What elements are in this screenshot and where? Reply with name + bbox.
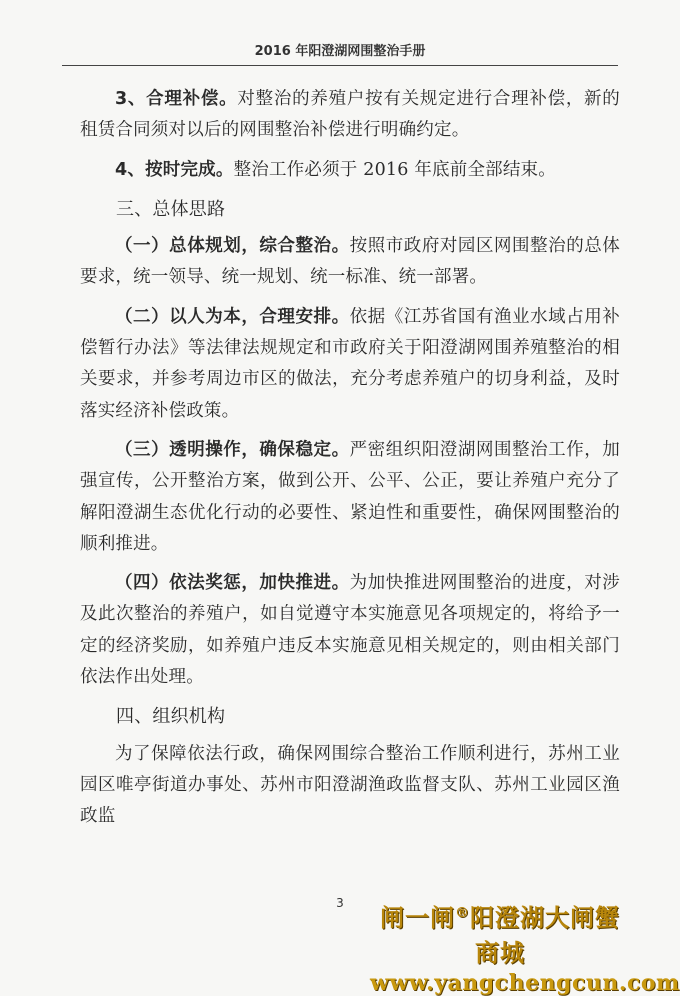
paragraph-2 [80,155,620,186]
paragraph-lead: 4、按时完成。 [115,159,234,180]
paragraph-lead: （三）透明操作，确保稳定。 [115,439,350,460]
paragraph-5 [80,435,620,560]
page-number: 3 [336,896,344,910]
watermark-url: www.yangchengcun.com [370,970,680,996]
paragraph-1 [80,84,620,147]
paragraph-lead: （二）以人为本，合理安排。 [115,306,350,327]
paragraph-body: 按照市政府对园区网围整治的总体要求，统一领导、统一规划、统一标准、统一部署。 [80,236,620,288]
registered-mark: ® [455,905,470,921]
paragraph-lead: 3、合理补偿。 [115,89,238,109]
section-heading-3: 三、总体思路 [116,198,226,220]
header-divider [62,65,618,66]
paragraph-7 [80,739,620,833]
watermark-brand-name: 闸一闸 [380,903,455,932]
paragraph-body: 整治工作必须于 2016 年底前全部结束。 [233,159,556,180]
paragraph-lead: （四）依法奖惩，加快推进。 [115,573,350,594]
watermark [370,898,680,996]
page-header: 2016 年阳澄湖网围整治手册 [254,44,426,59]
paragraph-lead: （一）总体规划，综合整治。 [115,236,350,257]
paragraph-6 [80,568,620,693]
paragraph-body: 依据《江苏省国有渔业水域占用补偿暂行办法》等法律法规规定和市政府关于阳澄湖网围养殖整治的相关要求，并参考周边市区的做法，充分考虑养殖户的切身利益，及时落实经济补偿政策。 [80,306,620,421]
paragraph-body: 为加快推进网围整治的进度，对涉及此次整治的养殖户，如自觉遵守本实施意见各项规定的，将给予一定的经济奖励，如养殖户违反本实施意见相关规定的，则由相关部门依法作出处理。 [80,573,620,688]
section-heading-4: 四、组织机构 [116,706,226,728]
paragraph-body: 为了保障依法行政，确保网围综合整治工作顺利进行，苏州工业园区唯亭街道办事处、苏州市阳澄湖渔政监督支队、苏州工业园区渔政监 [80,743,620,827]
watermark-brand-store: 阳澄湖大闸蟹商城 [470,903,620,967]
paragraph-body: 对整治的养殖户按有关规定进行合理补偿，新的租赁合同须对以后的网围整治补偿进行明确约定。 [80,89,621,141]
body-text [80,84,620,841]
paragraph-body: 严密组织阳澄湖网围整治工作，加强宣传，公开整治方案，做到公开、公平、公正，要让养殖户充分了解阳澄湖生态优化行动的必要性、紧迫性和重要性，确保网围整治的顺利推进。 [80,439,620,554]
watermark-brand [370,898,630,968]
paragraph-4 [80,302,620,427]
paragraph-3 [80,231,620,294]
